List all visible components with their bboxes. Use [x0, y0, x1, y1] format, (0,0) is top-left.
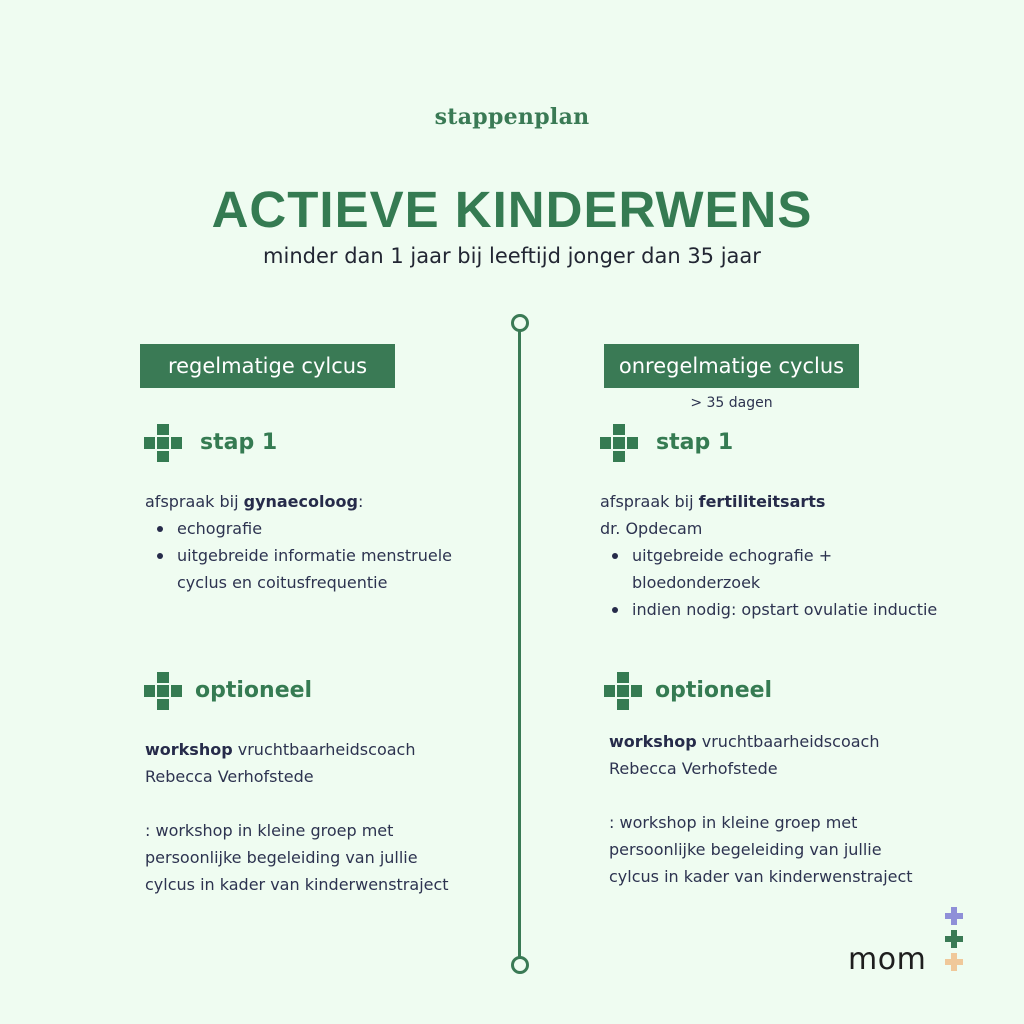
- right-optional-line1: [609, 728, 939, 755]
- left-optional-line1-rest: vruchtbaarheidscoach: [232, 740, 416, 759]
- plus-icon: [144, 424, 182, 462]
- left-step-body: [145, 488, 485, 596]
- brand-plus-2-icon: [945, 930, 963, 948]
- right-intro-bold: fertiliteitsarts: [698, 492, 826, 511]
- right-step-intro: [600, 488, 980, 515]
- left-step-title: stap 1: [200, 430, 278, 455]
- right-optional-bold: workshop: [609, 732, 697, 751]
- brand-plus-3-icon: [945, 953, 963, 971]
- brand-plus-1-icon: [945, 907, 963, 925]
- plus-icon: [144, 672, 182, 710]
- brand-logo-text: mom: [848, 942, 927, 977]
- list-item: indien nodig: opstart ovulatie inductie: [600, 596, 980, 623]
- list-item: uitgebreide informatie menstruele cyclus en coitusfrequentie: [145, 542, 482, 596]
- left-step-bullets: [145, 515, 485, 596]
- left-intro-suffix: :: [357, 492, 364, 511]
- page-title: ACTIEVE KINDERWENS: [211, 181, 813, 238]
- right-optional-line2: Rebecca Verhofstede: [609, 759, 778, 778]
- right-step-title: stap 1: [656, 430, 734, 455]
- plus-icon: [600, 424, 638, 462]
- right-step-intro-line2: dr. Opdecam: [600, 519, 703, 538]
- left-optional-bold: workshop: [145, 740, 233, 759]
- left-optional-title: optioneel: [195, 678, 313, 703]
- right-optional-description: : workshop in kleine groep met persoonlijke begeleiding van jullie cylcus in kader van kinderwenstraject: [609, 813, 913, 886]
- brand-plus-stack-icon: [944, 906, 964, 972]
- timeline-divider: [518, 331, 521, 957]
- right-optional-line1-rest: vruchtbaarheidscoach: [696, 732, 880, 751]
- right-cycle-label: onregelmatige cyclus: [604, 344, 859, 388]
- left-optional-line2: Rebecca Verhofstede: [145, 767, 314, 786]
- right-step-bullets: [600, 542, 980, 623]
- page-subtitle: minder dan 1 jaar bij leeftijd jonger dan 35 jaar: [263, 244, 761, 268]
- right-optional-body: [609, 728, 939, 890]
- plus-icon: [604, 672, 642, 710]
- right-optional-title: optioneel: [655, 678, 773, 703]
- list-item: echografie: [145, 515, 485, 542]
- left-optional-line1: [145, 736, 475, 763]
- timeline-top-dot: [511, 314, 529, 332]
- left-step-intro: [145, 488, 485, 515]
- left-intro-prefix: afspraak bij: [145, 492, 244, 511]
- kicker: stappenplan: [434, 104, 590, 130]
- left-optional-description: : workshop in kleine groep met persoonlijke begeleiding van jullie cylcus in kader van kinderwenstraject: [145, 821, 449, 894]
- left-intro-bold: gynaecoloog: [243, 492, 358, 511]
- right-step-body: [600, 488, 980, 623]
- list-item: uitgebreide echografie + bloedonderzoek: [600, 542, 882, 596]
- timeline-bottom-dot: [511, 956, 529, 974]
- left-optional-body: [145, 736, 475, 898]
- right-cycle-note: > 35 dagen: [690, 395, 773, 411]
- right-intro-prefix: afspraak bij: [600, 492, 699, 511]
- left-cycle-label: regelmatige cylcus: [140, 344, 395, 388]
